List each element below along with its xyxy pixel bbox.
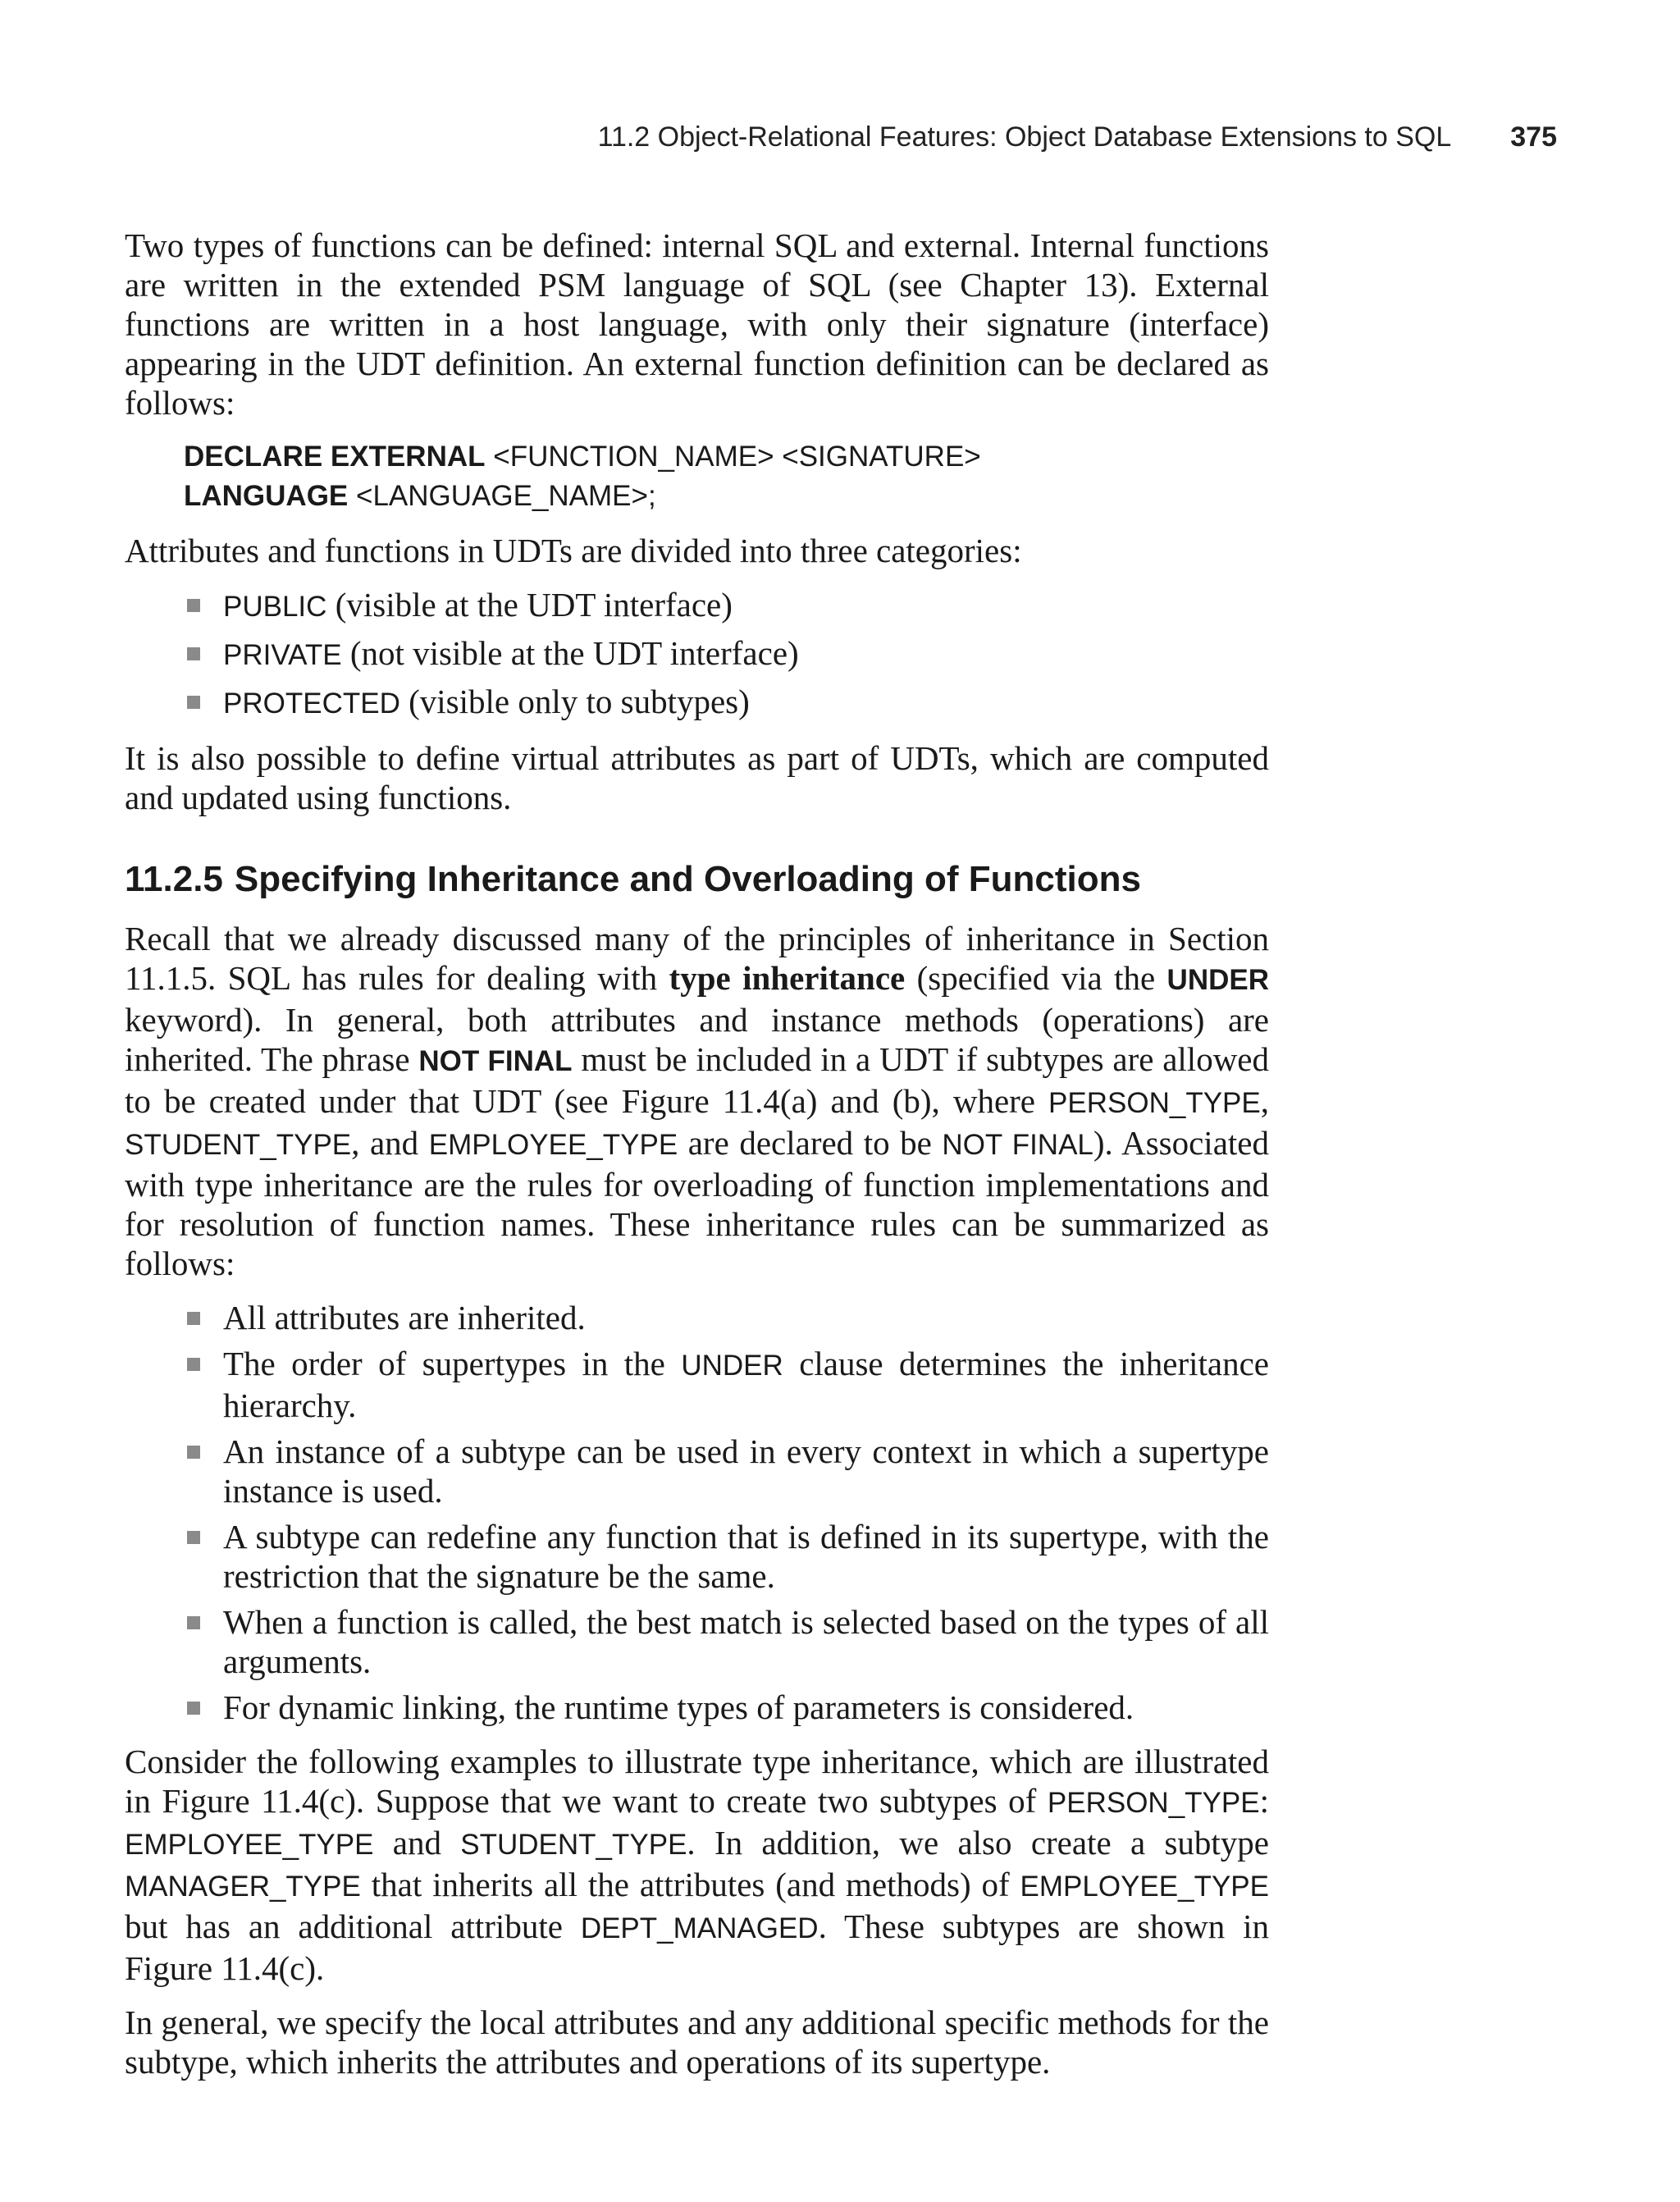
list-item: All attributes are inherited. xyxy=(223,1298,1269,1337)
list-item: PROTECTED (visible only to subtypes) xyxy=(223,682,1269,724)
square-bullet-icon xyxy=(187,599,200,612)
section-number: 11.2.5 xyxy=(125,859,223,899)
paragraph-virtual-attributes: It is also possible to define virtual attributes as part of UDTs, which are computed and updated using functions. xyxy=(125,739,1269,816)
square-bullet-icon xyxy=(187,1616,200,1629)
code-keyword: LANGUAGE xyxy=(184,480,349,512)
list-item: An instance of a subtype can be used in every context in which a supertype instance is used. xyxy=(223,1432,1269,1510)
running-title: 11.2 Object-Relational Features: Object Database Extensions to SQL xyxy=(597,121,1452,153)
square-bullet-icon xyxy=(187,1446,200,1459)
list-item: The order of supertypes in the UNDER clause determines the inheritance hierarchy. xyxy=(223,1344,1269,1425)
paragraph-categories-intro: Attributes and functions in UDTs are divided into three categories: xyxy=(125,532,1022,569)
page-number: 375 xyxy=(1510,121,1557,153)
paragraph-examples: Consider the following examples to illustrate type inheritance, which are illustrated in Figure 11.4(c). Suppose that we want to create two subtypes of PERSON_TYPE: EMPLOYEE_TYPE and STUDENT_TYPE. In addition, we also create a subtype MANAGER_TYPE that inherits all the attributes (and methods) of EMPLOYEE_TYPE but has an additional attribute DEPT_MANAGED. These subtypes are shown in Figure 11.4(c). xyxy=(125,1743,1270,1987)
list-item: PUBLIC (visible at the UDT interface) xyxy=(223,585,1269,627)
list-item: For dynamic linking, the runtime types of parameters is considered. xyxy=(223,1688,1269,1727)
square-bullet-icon xyxy=(187,647,200,660)
paragraph-functions-intro: Two types of functions can be defined: internal SQL and external. Internal functions are written in the extended PSM language of SQL (see Chapter 13). External functions are written in a host language, with only their signature (interface) appearing in the UDT definition. An external function definition can be declared as follows: xyxy=(125,226,1269,422)
list-item: When a function is called, the best match is selected based on the types of all arguments. xyxy=(223,1602,1269,1681)
code-block-declare-external xyxy=(184,437,1269,516)
code-keyword: DECLARE EXTERNAL xyxy=(184,441,486,473)
square-bullet-icon xyxy=(187,696,200,709)
term-type-inheritance: type inheritance xyxy=(669,959,906,997)
section-title: Specifying Inheritance and Overloading of Functions xyxy=(234,859,1141,899)
square-bullet-icon xyxy=(187,1358,200,1371)
paragraph-local-attributes: In general, we specify the local attributes and any additional specific methods for the subtype, which inherits the attributes and operations of its supertype. xyxy=(125,2003,1269,2081)
list-item: A subtype can redefine any function that is defined in its supertype, with the restriction that the signature be the same. xyxy=(223,1517,1269,1596)
categories-list xyxy=(125,585,1269,724)
square-bullet-icon xyxy=(187,1312,200,1325)
square-bullet-icon xyxy=(187,1702,200,1715)
running-header xyxy=(598,121,1557,153)
list-item: PRIVATE (not visible at the UDT interface) xyxy=(223,633,1269,675)
page-body xyxy=(125,226,1269,2096)
square-bullet-icon xyxy=(187,1531,200,1544)
code-line-1: DECLARE EXTERNAL <FUNCTION_NAME> <SIGNATURE> xyxy=(184,441,981,473)
paragraph-inheritance: Recall that we already discussed many of the principles of inheritance in Section 11.1.5. SQL has rules for dealing with type inheritance (specified via the UNDER keyword). In general, both attributes and instance methods (operations) are inherited. The phrase NOT FINAL must be included in a UDT if subtypes are allowed to be created under that UDT (see Figure 11.4(a) and (b), where PERSON_TYPE, STUDENT_TYPE, and EMPLOYEE_TYPE are declared to be NOT FINAL). Associated with type inheritance are the rules for overloading of function implementations and for resolution of function names. These inheritance rules can be summarized as follows: xyxy=(125,920,1270,1282)
code-line-2: LANGUAGE <LANGUAGE_NAME>; xyxy=(184,480,656,512)
section-heading xyxy=(125,857,1269,902)
inheritance-rules-list xyxy=(125,1298,1269,1727)
